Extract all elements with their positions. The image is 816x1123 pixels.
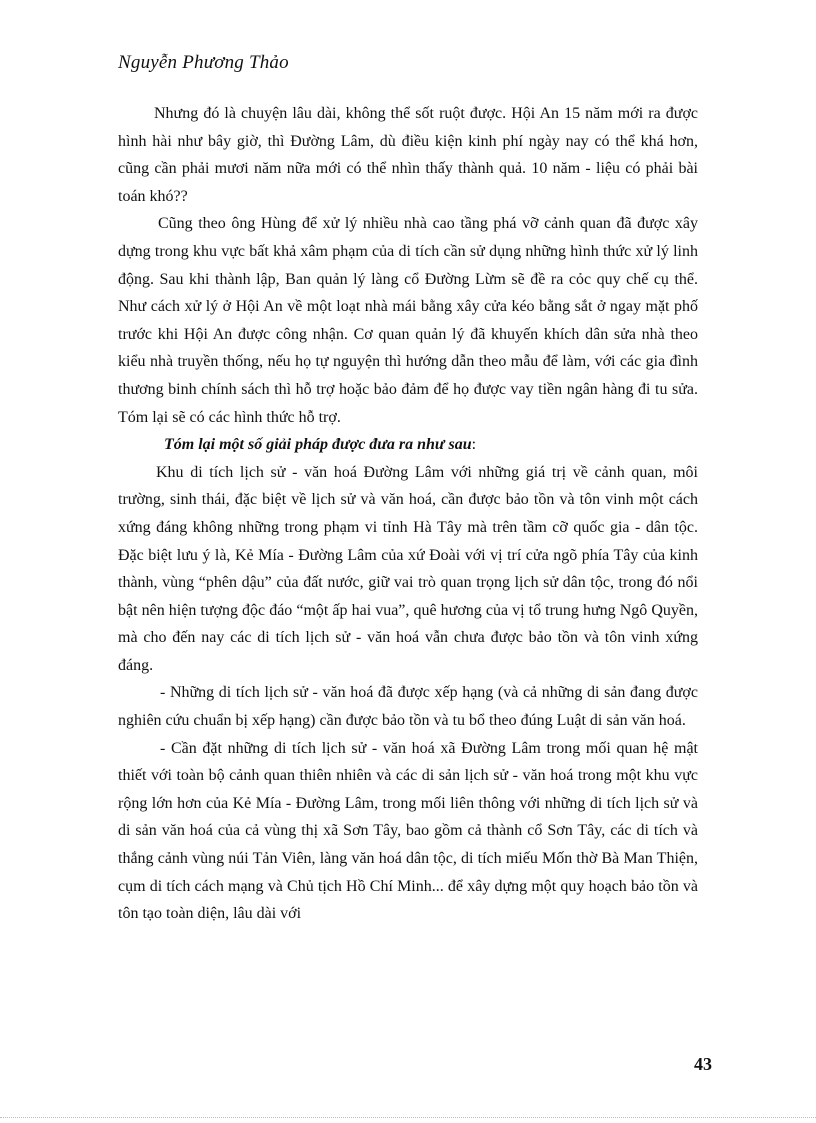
subheading-colon: : [471,436,477,454]
paragraph-1: Nhưng đó là chuyện lâu dài, không thể sốt ruột được. Hội An 15 năm mới ra được hình hài như bây giờ, thì Đường Lâm, dù điều kiện kinh phí ngày nay có thể khá hơn, cũng cần phải mươi năm nữa mới có thể nhìn thấy thành quả. 10 năm - liệu có phải bài toán khó?? [118,105,698,205]
section-subheading [118,431,698,459]
paragraph-5: - Cần đặt những di tích lịch sử - văn hoá xã Đường Lâm trong mối quan hệ mật thiết với toàn bộ cảnh quan thiên nhiên và các di sản lịch sử - văn hoá trong một khu vực rộng lớn hơn của Kẻ Mía - Đường Lâm, trong mối liên thông với những di tích lịch sử và di sản văn hoá của cả vùng thị xã Sơn Tây, bao gồm cả thành cổ Sơn Tây, các di tích và thắng cảnh vùng núi Tản Viên, làng văn hoá dân tộc, di tích miếu Mốn thờ Bà Man Thiện, cụm di tích cách mạng và Chủ tịch Hồ Chí Minh... để xây dựng một quy hoạch bảo tồn và tôn tạo toàn diện, lâu dài với [118,739,698,923]
subheading-text: Tóm lại một số giải pháp được đưa ra như sau [164,436,472,454]
bottom-divider [0,1117,816,1118]
page-number: 43 [694,1054,712,1074]
paragraph-2: Cũng theo ông Hùng để xử lý nhiều nhà cao tầng phá vỡ cảnh quan đã được xây dựng trong khu vực bất khả xâm phạm của di tích cần sử dụng những hình thức xử lý linh động. Sau khi thành lập, Ban quản lý làng cổ Đường Lừm sẽ đề ra cỏc quy chế cụ thể. Như cách xử lý ở Hội An về một loạt nhà mái bằng xây cửa kéo bằng sắt ở ngay mặt phố trước khi Hội An được công nhận. Cơ quan quản lý đã khuyến khích dân sửa nhà theo kiểu nhà truyền thống, nếu họ tự nguyện thì hướng dẫn theo mẫu để làm, với các gia đình thương binh chính sách thì hỗ trợ hoặc bảo đảm để họ được vay tiền ngân hàng đi tu sửa. Tóm lại sẽ có các hình thức hỗ trợ. [118,215,698,426]
paragraph-4: - Những di tích lịch sử - văn hoá đã được xếp hạng (và cả những di sản đang được nghiên cứu chuẩn bị xếp hạng) cần được bảo tồn và tu bổ theo đúng Luật di sản văn hoá. [118,684,698,730]
running-head-author: Nguyễn Phương Thảo [118,52,289,73]
paragraph-3: Khu di tích lịch sử - văn hoá Đường Lâm với những giá trị về cảnh quan, môi trường, sinh thái, đặc biệt về lịch sử và văn hoá, cần được bảo tồn và tôn vinh một cách xứng đáng không những trong phạm vi tỉnh Hà Tây mà trên tầm cỡ quốc gia - dân tộc. Đặc biệt lưu ý là, Kẻ Mía - Đường Lâm của xứ Đoài với vị trí cửa ngõ phía Tây của kinh thành, vùng “phên dậu” của đất nước, giữ vai trò quan trọng lịch sử dân tộc, trong đó nổi bật nên hiện tượng độc đáo “một ấp hai vua”, quê hương của vị tổ trung hưng Ngô Quyền, mà cho đến nay các di tích lịch sử - văn hoá vẫn chưa được bảo tồn và tôn vinh xứng đáng. [118,463,698,674]
body-text [118,100,698,928]
